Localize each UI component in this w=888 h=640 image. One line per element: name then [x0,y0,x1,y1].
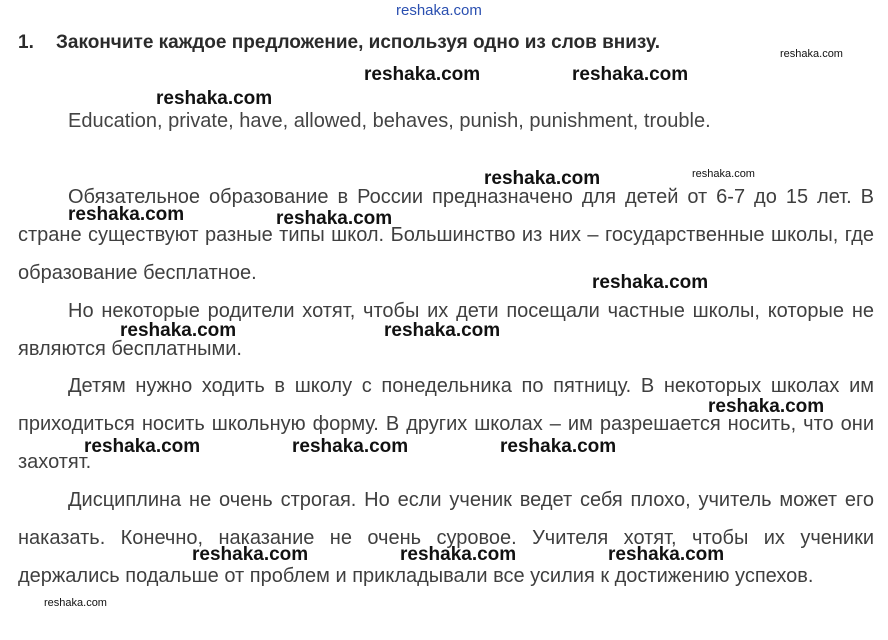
watermark: reshaka.com [120,320,237,341]
watermark: reshaka.com [708,396,825,417]
watermark: reshaka.com [608,544,725,565]
watermark: reshaka.com [592,272,709,293]
watermark: reshaka.com [780,48,843,60]
watermark: reshaka.com [156,88,273,109]
watermark: reshaka.com [500,436,617,457]
word-list: Education, private, have, allowed, behaves, punish, punishment, trouble. [68,110,711,132]
watermark: reshaka.com [364,64,481,85]
watermark: reshaka.com [292,436,409,457]
watermark: reshaka.com [692,168,755,180]
watermark: reshaka.com [192,544,309,565]
watermark: reshaka.com [84,436,201,457]
paragraph-4: Дисциплина не очень строгая. Но если ученик ведет себя плохо, учитель может его наказать. Конечно, наказание не очень суровое. Учителя хотят, чтобы их ученики держались подальше от проблем и прикладывали все усилия к достижению успехов. [18,489,874,587]
watermark: reshaka.com [400,544,517,565]
task-instruction: Закончите каждое предложение, используя одно из слов внизу. [56,32,661,53]
watermark: reshaka.com [484,168,601,189]
watermark: reshaka.com [572,64,689,85]
watermark-top: reshaka.com [396,2,482,19]
paragraph-3: Детям нужно ходить в школу с понедельника по пятницу. В некоторых школах им приходиться носить школьную форму. В других школах – им разрешается носить, что они захотят. [18,375,874,473]
paragraph-2: Но некоторые родители хотят, чтобы их дети посещали частные школы, которые не являются бесплатными. [18,300,874,360]
watermark: reshaka.com [384,320,501,341]
watermark: reshaka.com [44,597,107,609]
paragraph-1: Обязательное образование в России предназначено для детей от 6-7 до 15 лет. В стране существуют разные типы школ. Большинство из них – государственные школы, где образование бесплатное. [18,186,874,284]
task-number: 1. [18,32,34,53]
task-heading [18,32,660,54]
watermark: reshaka.com [276,208,393,229]
watermark: reshaka.com [68,204,185,225]
